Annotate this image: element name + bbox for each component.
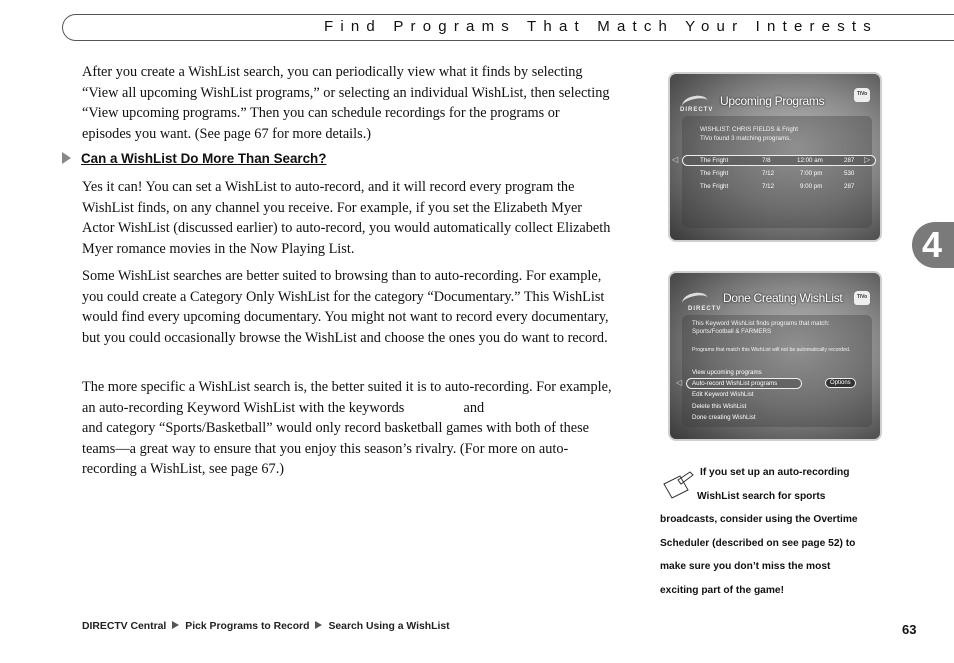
triangle-bullet-icon (62, 152, 71, 164)
menu-item-delete[interactable]: Delete this WishList (692, 403, 747, 410)
menu-item-edit[interactable]: Edit Keyword WishList (692, 391, 754, 398)
right-arrow-icon: ▷ (864, 155, 871, 164)
screenshot-done-creating-wishlist: DIRECTV Done Creating WishList TiVo This Keyword WishList finds programs that match: Sports/Football & FARMERS Programs that match this WishList will not be automatically recorded. View upcoming programs ◁ Auto-record WishList programs Options Edit Keyword WishList Delete this WishList Done creating WishList (668, 271, 882, 441)
tip-line-3: broadcasts, consider using the Overtime (660, 514, 858, 525)
tip-line-6: exciting part of the game! (660, 585, 784, 596)
breadcrumb-arrow-icon (172, 621, 179, 629)
screen-title: Done Creating WishList (723, 291, 843, 305)
tip-line-2: WishList search for sports (697, 491, 826, 502)
screenshot-upcoming-programs: DIRECTV Upcoming Programs TiVo WISHLIST: CHRIS FIELDS & Fright TiVo found 3 matching programs. ◁ ▷ The Fright 7/8 12:00 am 287 The Fright 7/12 7:00 pm 530 The Fright 7/12 9:00 pm 287 (668, 72, 882, 242)
page-header-title: Find Programs That Match Your Interests (324, 18, 878, 35)
menu-item-view-upcoming[interactable]: View upcoming programs (692, 369, 762, 376)
note-pencil-icon (662, 470, 694, 500)
section-heading: Can a WishList Do More Than Search? (62, 151, 326, 166)
page-number: 63 (902, 622, 917, 637)
left-arrow-icon: ◁ (676, 378, 683, 387)
breadcrumb-arrow-icon (315, 621, 322, 629)
tivo-icon: TiVo (854, 291, 870, 305)
left-arrow-icon: ◁ (672, 155, 679, 164)
paragraph-3: Some WishList searches are better suited to browsing than to auto-recording. For example, you could create a Category Only WishList for the category “Documentary.” This WishList would find every upcoming documentary. You might not want to record every documentary, but you could occasionally browse the WishList and choose the ones you do want to record. (82, 268, 609, 346)
screen-title: Upcoming Programs (720, 94, 825, 108)
tivo-icon: TiVo (854, 88, 870, 102)
paragraph-1: After you create a WishList search, you can periodically view what it finds by selecting “View all upcoming WishList programs,” or selecting an individual WishList, then selecting “View upcoming programs.” Then you can schedule recordings for the programs or episodes you want. (See page 67 for more details.) (82, 64, 610, 142)
tip-line-4: Scheduler (described on see page 52) to (660, 538, 856, 549)
tip-line-1: If you set up an auto-recording (700, 467, 850, 478)
menu-item-auto-record[interactable]: Auto-record WishList programs (692, 380, 778, 387)
options-button[interactable]: Options (825, 378, 856, 388)
paragraph-2: Yes it can! You can set a WishList to auto-record, and it will record every program the WishList finds, on any channel you receive. For example, if you set the Elizabeth Myer Actor WishList (discussed earlier) to auto-record, you would automatically collect Elizabeth Myer romance movies in the Now Playing List. (82, 179, 611, 257)
paragraph-4: The more specific a WishList search is, the better suited it is to auto-recording. For example, an auto-recording Keyword WishList with the keywords and and category “Sports/Basketball” would only record basketball games with both of these teams—a great way to ensure that you enjoy this season’s rivalry. (For more on auto-recording a WishList, see page 67.) (82, 379, 612, 477)
footer-breadcrumb: DIRECTV Central Pick Programs to Record Search Using a WishList (82, 621, 450, 632)
menu-item-done[interactable]: Done creating WishList (692, 414, 756, 421)
tip-line-5: make sure you don’t miss the most (660, 561, 831, 572)
chapter-number: 4 (922, 224, 943, 265)
